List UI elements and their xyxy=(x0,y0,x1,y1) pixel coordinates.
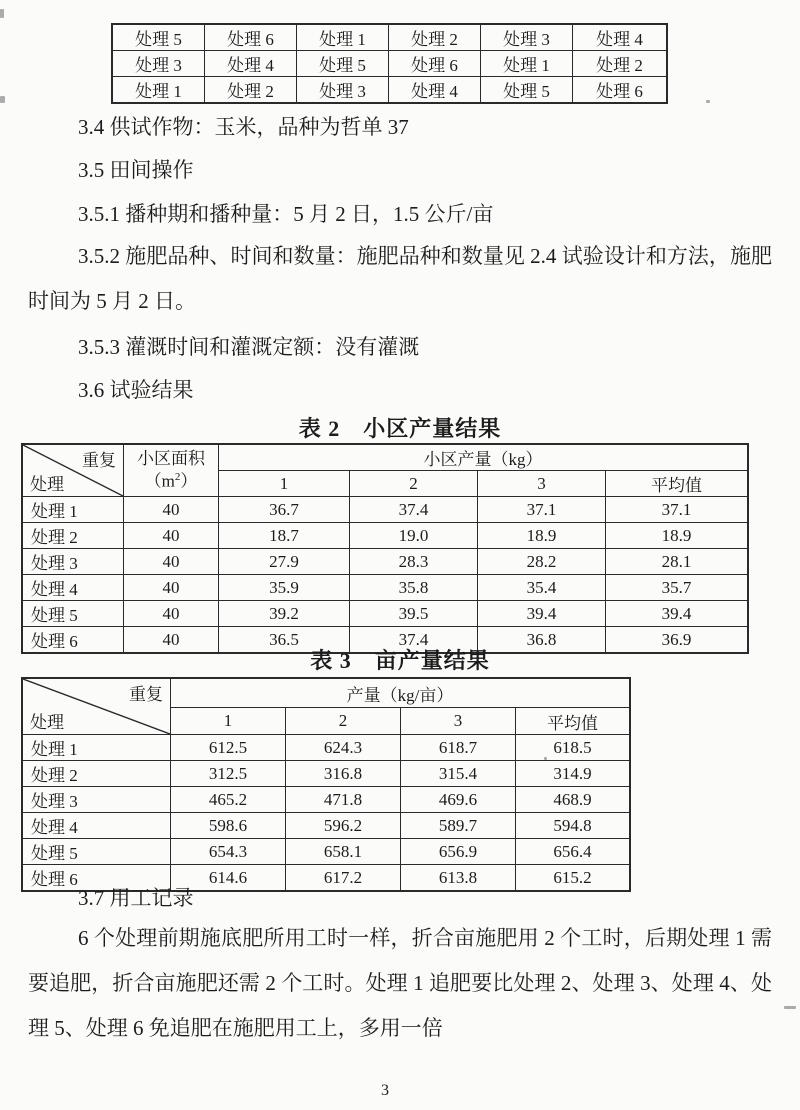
section-3-6: 3.6 试验结果 xyxy=(78,378,194,402)
cell-value: 18.7 xyxy=(219,523,350,549)
cell-value: 39.4 xyxy=(478,601,606,627)
mu-yield-table xyxy=(22,678,630,891)
column-header-rep3: 3 xyxy=(401,708,516,735)
plot-cell: 处理 3 xyxy=(481,25,573,51)
cell-value: 39.2 xyxy=(219,601,350,627)
cell-average: 36.9 xyxy=(606,627,748,653)
cell-average: 39.4 xyxy=(606,601,748,627)
plot-cell: 处理 1 xyxy=(113,77,205,103)
section-3-5: 3.5 田间操作 xyxy=(78,158,194,182)
cell-value: 19.0 xyxy=(350,523,478,549)
plot-cell: 处理 2 xyxy=(205,77,297,103)
cell-area: 40 xyxy=(124,549,219,575)
cell-value: 596.2 xyxy=(286,813,401,839)
labor-record-paragraph: 6 个处理前期施底肥所用工时一样，折合亩施肥用 2 个工时，后期处理 1 需要追肥，折合亩施肥还需 2 个工时。处理 1 追肥要比处理 2、处理 3、处理 4、处理 5、处理 6 免追肥在施肥用工上，多用一倍 xyxy=(28,926,772,1040)
cell-value: 27.9 xyxy=(219,549,350,575)
cell-value: 618.7 xyxy=(401,735,516,761)
column-header-group: 产量（kg/亩） xyxy=(171,679,630,708)
plot-cell: 处理 4 xyxy=(389,77,481,103)
column-header-rep1: 1 xyxy=(219,471,350,497)
cell-value: 35.8 xyxy=(350,575,478,601)
table-row xyxy=(23,601,748,627)
plot-cell: 处理 4 xyxy=(573,25,667,51)
plot-cell: 处理 3 xyxy=(113,51,205,77)
cell-value: 598.6 xyxy=(171,813,286,839)
plot-cell: 处理 1 xyxy=(297,25,389,51)
cell-average: 28.1 xyxy=(606,549,748,575)
plot-yield-table xyxy=(22,444,748,653)
row-label: 处理 6 xyxy=(23,865,171,891)
table-row xyxy=(23,813,630,839)
cell-value: 624.3 xyxy=(286,735,401,761)
cell-average: 594.8 xyxy=(516,813,630,839)
section-3-5-3: 3.5.3 灌溉时间和灌溉定额：没有灌溉 xyxy=(78,335,420,359)
area-header-unit: $(m^2)$ xyxy=(144,471,198,491)
cell-value: 589.7 xyxy=(401,813,516,839)
corner-label-treatment: 处理 xyxy=(30,713,64,732)
cell-value: 617.2 xyxy=(286,865,401,891)
section-3-7: 3.7 用工记录 xyxy=(78,886,194,910)
column-header-rep3: 3 xyxy=(478,471,606,497)
section-3-4: 3.4 供试作物：玉米，品种为哲单 37 xyxy=(78,115,409,139)
row-label: 处理 2 xyxy=(23,761,171,787)
table-row xyxy=(23,549,748,575)
cell-average: 618.5 xyxy=(516,735,630,761)
row-label: 处理 1 xyxy=(23,497,124,523)
cell-value: 612.5 xyxy=(171,735,286,761)
cell-area: 40 xyxy=(124,575,219,601)
table-row xyxy=(113,77,667,103)
table-row xyxy=(113,51,667,77)
cell-value: 35.9 xyxy=(219,575,350,601)
column-header-area xyxy=(124,445,219,497)
corner-label-replicate: 重复 xyxy=(82,451,116,470)
table2-title: 表 2 小区产量结果 xyxy=(298,416,502,441)
cell-average: 35.7 xyxy=(606,575,748,601)
plot-cell: 处理 6 xyxy=(573,77,667,103)
plot-cell: 处理 6 xyxy=(389,51,481,77)
cell-value: 18.9 xyxy=(478,523,606,549)
cell-value: 36.5 xyxy=(219,627,350,653)
cell-value: 613.8 xyxy=(401,865,516,891)
plot-cell: 处理 5 xyxy=(297,51,389,77)
cell-area: 40 xyxy=(124,523,219,549)
plot-cell: 处理 6 xyxy=(205,25,297,51)
cell-average: 656.4 xyxy=(516,839,630,865)
table-row xyxy=(23,839,630,865)
cell-value: 656.9 xyxy=(401,839,516,865)
plot-cell: 处理 1 xyxy=(481,51,573,77)
cell-value: 28.3 xyxy=(350,549,478,575)
area-header-text: 小区面积 xyxy=(137,449,205,469)
plot-cell: 处理 2 xyxy=(389,25,481,51)
cell-average: 314.9 xyxy=(516,761,630,787)
cell-average: 37.1 xyxy=(606,497,748,523)
section-3-5-1: 3.5.1 播种期和播种量：5 月 2 日，1.5 公斤/亩 xyxy=(78,202,494,226)
plot-layout-table xyxy=(112,24,667,103)
diagonal-header-cell xyxy=(23,445,124,497)
column-header-group: 小区产量（kg） xyxy=(219,445,748,471)
cell-value: 39.5 xyxy=(350,601,478,627)
plot-cell: 处理 5 xyxy=(113,25,205,51)
scan-artifact xyxy=(784,1006,796,1009)
corner-label-replicate: 重复 xyxy=(129,685,163,704)
cell-value: 471.8 xyxy=(286,787,401,813)
corner-label-treatment: 处理 xyxy=(30,475,64,494)
scan-artifact xyxy=(0,9,4,18)
cell-value: 28.2 xyxy=(478,549,606,575)
row-label: 处理 3 xyxy=(23,787,171,813)
diagonal-header-cell xyxy=(23,679,171,735)
row-label: 处理 6 xyxy=(23,627,124,653)
row-label: 处理 4 xyxy=(23,575,124,601)
row-label: 处理 4 xyxy=(23,813,171,839)
row-label: 处理 5 xyxy=(23,839,171,865)
table-row xyxy=(113,25,667,51)
table-row xyxy=(23,735,630,761)
cell-value: 316.8 xyxy=(286,761,401,787)
row-label: 处理 3 xyxy=(23,549,124,575)
cell-value: 614.6 xyxy=(171,865,286,891)
plot-cell: 处理 4 xyxy=(205,51,297,77)
cell-value: 37.4 xyxy=(350,497,478,523)
table-row xyxy=(23,445,748,471)
cell-average: 18.9 xyxy=(606,523,748,549)
cell-value: 37.1 xyxy=(478,497,606,523)
cell-average: 468.9 xyxy=(516,787,630,813)
table-row xyxy=(23,761,630,787)
cell-value: 36.8 xyxy=(478,627,606,653)
cell-area: 40 xyxy=(124,627,219,653)
table-row xyxy=(23,497,748,523)
cell-value: 312.5 xyxy=(171,761,286,787)
cell-value: 658.1 xyxy=(286,839,401,865)
table-row xyxy=(23,523,748,549)
column-header-rep1: 1 xyxy=(171,708,286,735)
table-row xyxy=(23,679,630,708)
cell-value: 35.4 xyxy=(478,575,606,601)
table-row xyxy=(23,575,748,601)
section-3-5-2: 3.5.2 施肥品种、时间和数量：施肥品种和数量见 2.4 试验设计和方法，施肥时间为 5 月 2 日。 xyxy=(28,244,772,313)
cell-value: 654.3 xyxy=(171,839,286,865)
cell-area: 40 xyxy=(124,497,219,523)
plot-cell: 处理 5 xyxy=(481,77,573,103)
cell-value: 36.7 xyxy=(219,497,350,523)
column-header-average: 平均值 xyxy=(606,471,748,497)
cell-value: 469.6 xyxy=(401,787,516,813)
cell-area: 40 xyxy=(124,601,219,627)
column-header-rep2: 2 xyxy=(350,471,478,497)
scan-artifact xyxy=(706,100,710,103)
plot-cell: 处理 3 xyxy=(297,77,389,103)
cell-value: 37.4 xyxy=(350,627,478,653)
table-row xyxy=(23,787,630,813)
scan-artifact xyxy=(544,757,547,760)
scan-artifact xyxy=(0,96,5,103)
cell-value: 315.4 xyxy=(401,761,516,787)
row-label: 处理 2 xyxy=(23,523,124,549)
row-label: 处理 5 xyxy=(23,601,124,627)
table3-title: 表 3 亩产量结果 xyxy=(310,648,490,673)
row-label: 处理 1 xyxy=(23,735,171,761)
cell-value: 465.2 xyxy=(171,787,286,813)
cell-average: 615.2 xyxy=(516,865,630,891)
page-number: 3 xyxy=(381,1082,389,1099)
column-header-rep2: 2 xyxy=(286,708,401,735)
column-header-average: 平均值 xyxy=(516,708,630,735)
plot-cell: 处理 2 xyxy=(573,51,667,77)
